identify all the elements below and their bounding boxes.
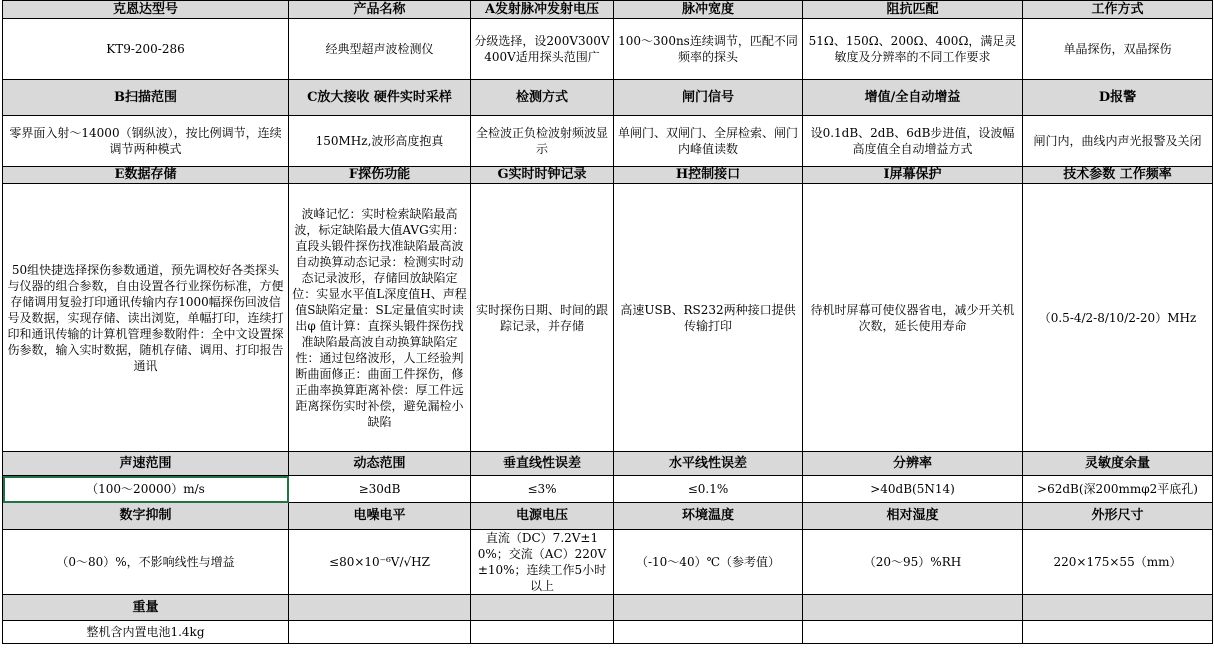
header-cell[interactable]: 闸门信号 bbox=[614, 80, 803, 116]
header-cell[interactable]: 动态范围 bbox=[289, 452, 471, 476]
header-cell[interactable]: 分辨率 bbox=[803, 452, 1023, 476]
value-cell[interactable]: 经典型超声波检测仪 bbox=[289, 19, 471, 80]
value-cell[interactable]: ≤80×10⁻⁶V/√HZ bbox=[289, 530, 471, 595]
value-cell[interactable]: 220×175×55（mm） bbox=[1023, 530, 1213, 595]
header-cell[interactable]: 声速范围 bbox=[3, 452, 289, 476]
value-cell[interactable]: >40dB(5N14) bbox=[803, 476, 1023, 503]
header-cell[interactable]: 电噪电平 bbox=[289, 503, 471, 530]
header-cell[interactable]: 检测方式 bbox=[471, 80, 614, 116]
value-cell[interactable]: 高速USB、RS232两种接口提供传输打印 bbox=[614, 184, 803, 452]
header-cell[interactable]: H控制接口 bbox=[614, 167, 803, 184]
value-row bbox=[3, 184, 1213, 452]
value-cell[interactable]: 整机含内置电池1.4kg bbox=[3, 621, 289, 644]
value-row bbox=[3, 19, 1213, 80]
value-cell[interactable]: 150MHz,波形高度抱真 bbox=[289, 116, 471, 167]
header-cell[interactable]: 垂直线性误差 bbox=[471, 452, 614, 476]
header-cell[interactable]: 工作方式 bbox=[1023, 1, 1213, 19]
header-cell[interactable]: D报警 bbox=[1023, 80, 1213, 116]
header-cell[interactable]: C放大接收 硬件实时采样 bbox=[289, 80, 471, 116]
value-cell[interactable]: 直流（DC）7.2V±10%；交流（AC）220V±10%；连续工作5小时以上 bbox=[471, 530, 614, 595]
value-cell[interactable]: （0～80）%，不影响线性与增益 bbox=[3, 530, 289, 595]
empty-header-cell[interactable] bbox=[1023, 595, 1213, 621]
value-cell[interactable]: 波峰记忆：实时检索缺陷最高波，标定缺陷最大值AVG实用：直段头锻件探伤找准缺陷最高波自动换算动态记录：检测实时动态记录波形，存储回放缺陷定位：实显水平值L深度值H、声程值S缺陷定量：SL定量值实时读出φ 值计算：直探头锻件探伤找准缺陷最高波自动换算缺陷定性：通过包络波形，人工经验判断曲面修正：曲面工件探伤，修正曲率换算距离补偿：厚工件远距离探伤实时补偿，避免漏检小缺陷 bbox=[289, 184, 471, 452]
value-cell[interactable]: KT9-200-286 bbox=[3, 19, 289, 80]
header-cell[interactable]: 重量 bbox=[3, 595, 289, 621]
header-cell[interactable]: 脉冲宽度 bbox=[614, 1, 803, 19]
spec-table bbox=[2, 0, 1213, 644]
value-row bbox=[3, 530, 1213, 595]
empty-header-cell[interactable] bbox=[614, 595, 803, 621]
value-cell[interactable]: >62dB(深200mmφ2平底孔) bbox=[1023, 476, 1213, 503]
header-cell[interactable]: B扫描范围 bbox=[3, 80, 289, 116]
value-cell[interactable]: 51Ω、150Ω、200Ω、400Ω，满足灵敏度及分辨率的不同工作要求 bbox=[803, 19, 1023, 80]
value-cell[interactable]: 50组快捷选择探伤参数通道，预先调校好各类探头与仪器的组合参数，自由设置各行业探伤标准，方便存储调用复验打印通讯传输内存1000幅探伤回波信号及数据，实现存储、读出浏览，单幅打印，连续打印和通讯传输的计算机管理参数附件：全中文设置探伤参数，输入实时数据，随机存储、调用、打印报告通讯 bbox=[3, 184, 289, 452]
value-cell[interactable]: 待机时屏幕可使仪器省电，减少开关机次数，延长使用寿命 bbox=[803, 184, 1023, 452]
header-row bbox=[3, 503, 1213, 530]
header-cell[interactable]: 技术参数 工作频率 bbox=[1023, 167, 1213, 184]
header-cell[interactable]: 水平线性误差 bbox=[614, 452, 803, 476]
value-cell[interactable]: ≤3% bbox=[471, 476, 614, 503]
value-cell[interactable]: 闸门内，曲线内声光报警及关闭 bbox=[1023, 116, 1213, 167]
selected-value-cell[interactable]: （100～20000）m/s bbox=[3, 476, 289, 503]
empty-header-cell[interactable] bbox=[803, 595, 1023, 621]
value-cell[interactable]: 单晶探伤，双晶探伤 bbox=[1023, 19, 1213, 80]
header-row bbox=[3, 452, 1213, 476]
header-cell[interactable]: G实时时钟记录 bbox=[471, 167, 614, 184]
header-row bbox=[3, 1, 1213, 19]
header-cell[interactable]: 阻抗匹配 bbox=[803, 1, 1023, 19]
empty-header-cell[interactable] bbox=[471, 595, 614, 621]
header-cell[interactable]: 灵敏度余量 bbox=[1023, 452, 1213, 476]
header-cell[interactable]: F探伤功能 bbox=[289, 167, 471, 184]
header-cell[interactable]: 环境温度 bbox=[614, 503, 803, 530]
empty-value-cell[interactable] bbox=[289, 621, 471, 644]
header-row bbox=[3, 595, 1213, 621]
empty-value-cell[interactable] bbox=[471, 621, 614, 644]
header-cell[interactable]: 数字抑制 bbox=[3, 503, 289, 530]
value-cell[interactable]: （-10～40）℃（参考值） bbox=[614, 530, 803, 595]
value-cell[interactable]: （20～95）%RH bbox=[803, 530, 1023, 595]
value-cell[interactable]: 零界面入射～14000（钢纵波），按比例调节，连续调节两种模式 bbox=[3, 116, 289, 167]
empty-value-cell[interactable] bbox=[803, 621, 1023, 644]
header-cell[interactable]: 外形尺寸 bbox=[1023, 503, 1213, 530]
header-cell[interactable]: 增值/全自动增益 bbox=[803, 80, 1023, 116]
value-cell[interactable]: 分级选择，设200V300V400V适用探头范围广 bbox=[471, 19, 614, 80]
value-row bbox=[3, 476, 1213, 503]
header-cell[interactable]: 电源电压 bbox=[471, 503, 614, 530]
value-row bbox=[3, 116, 1213, 167]
header-cell[interactable]: 产品名称 bbox=[289, 1, 471, 19]
header-row bbox=[3, 80, 1213, 116]
empty-value-cell[interactable] bbox=[1023, 621, 1213, 644]
header-cell[interactable]: A发射脉冲发射电压 bbox=[471, 1, 614, 19]
header-cell[interactable]: 相对湿度 bbox=[803, 503, 1023, 530]
value-cell[interactable]: 全检波正负检波射频波显示 bbox=[471, 116, 614, 167]
value-cell[interactable]: ≤0.1% bbox=[614, 476, 803, 503]
value-cell[interactable]: 100～300ns连续调节，匹配不同频率的探头 bbox=[614, 19, 803, 80]
value-row bbox=[3, 621, 1213, 644]
value-cell[interactable]: （0.5-4/2-8/10/2-20）MHz bbox=[1023, 184, 1213, 452]
empty-header-cell[interactable] bbox=[289, 595, 471, 621]
header-cell[interactable]: I屏幕保护 bbox=[803, 167, 1023, 184]
header-row bbox=[3, 167, 1213, 184]
value-cell[interactable]: ≥30dB bbox=[289, 476, 471, 503]
header-cell[interactable]: E数据存储 bbox=[3, 167, 289, 184]
header-cell[interactable]: 克恩达型号 bbox=[3, 1, 289, 19]
empty-value-cell[interactable] bbox=[614, 621, 803, 644]
value-cell[interactable]: 实时探伤日期、时间的跟踪记录，并存储 bbox=[471, 184, 614, 452]
value-cell[interactable]: 设0.1dB、2dB、6dB步进值，设波幅高度值全自动增益方式 bbox=[803, 116, 1023, 167]
value-cell[interactable]: 单闸门、双闸门、全屏检索、闸门内峰值读数 bbox=[614, 116, 803, 167]
